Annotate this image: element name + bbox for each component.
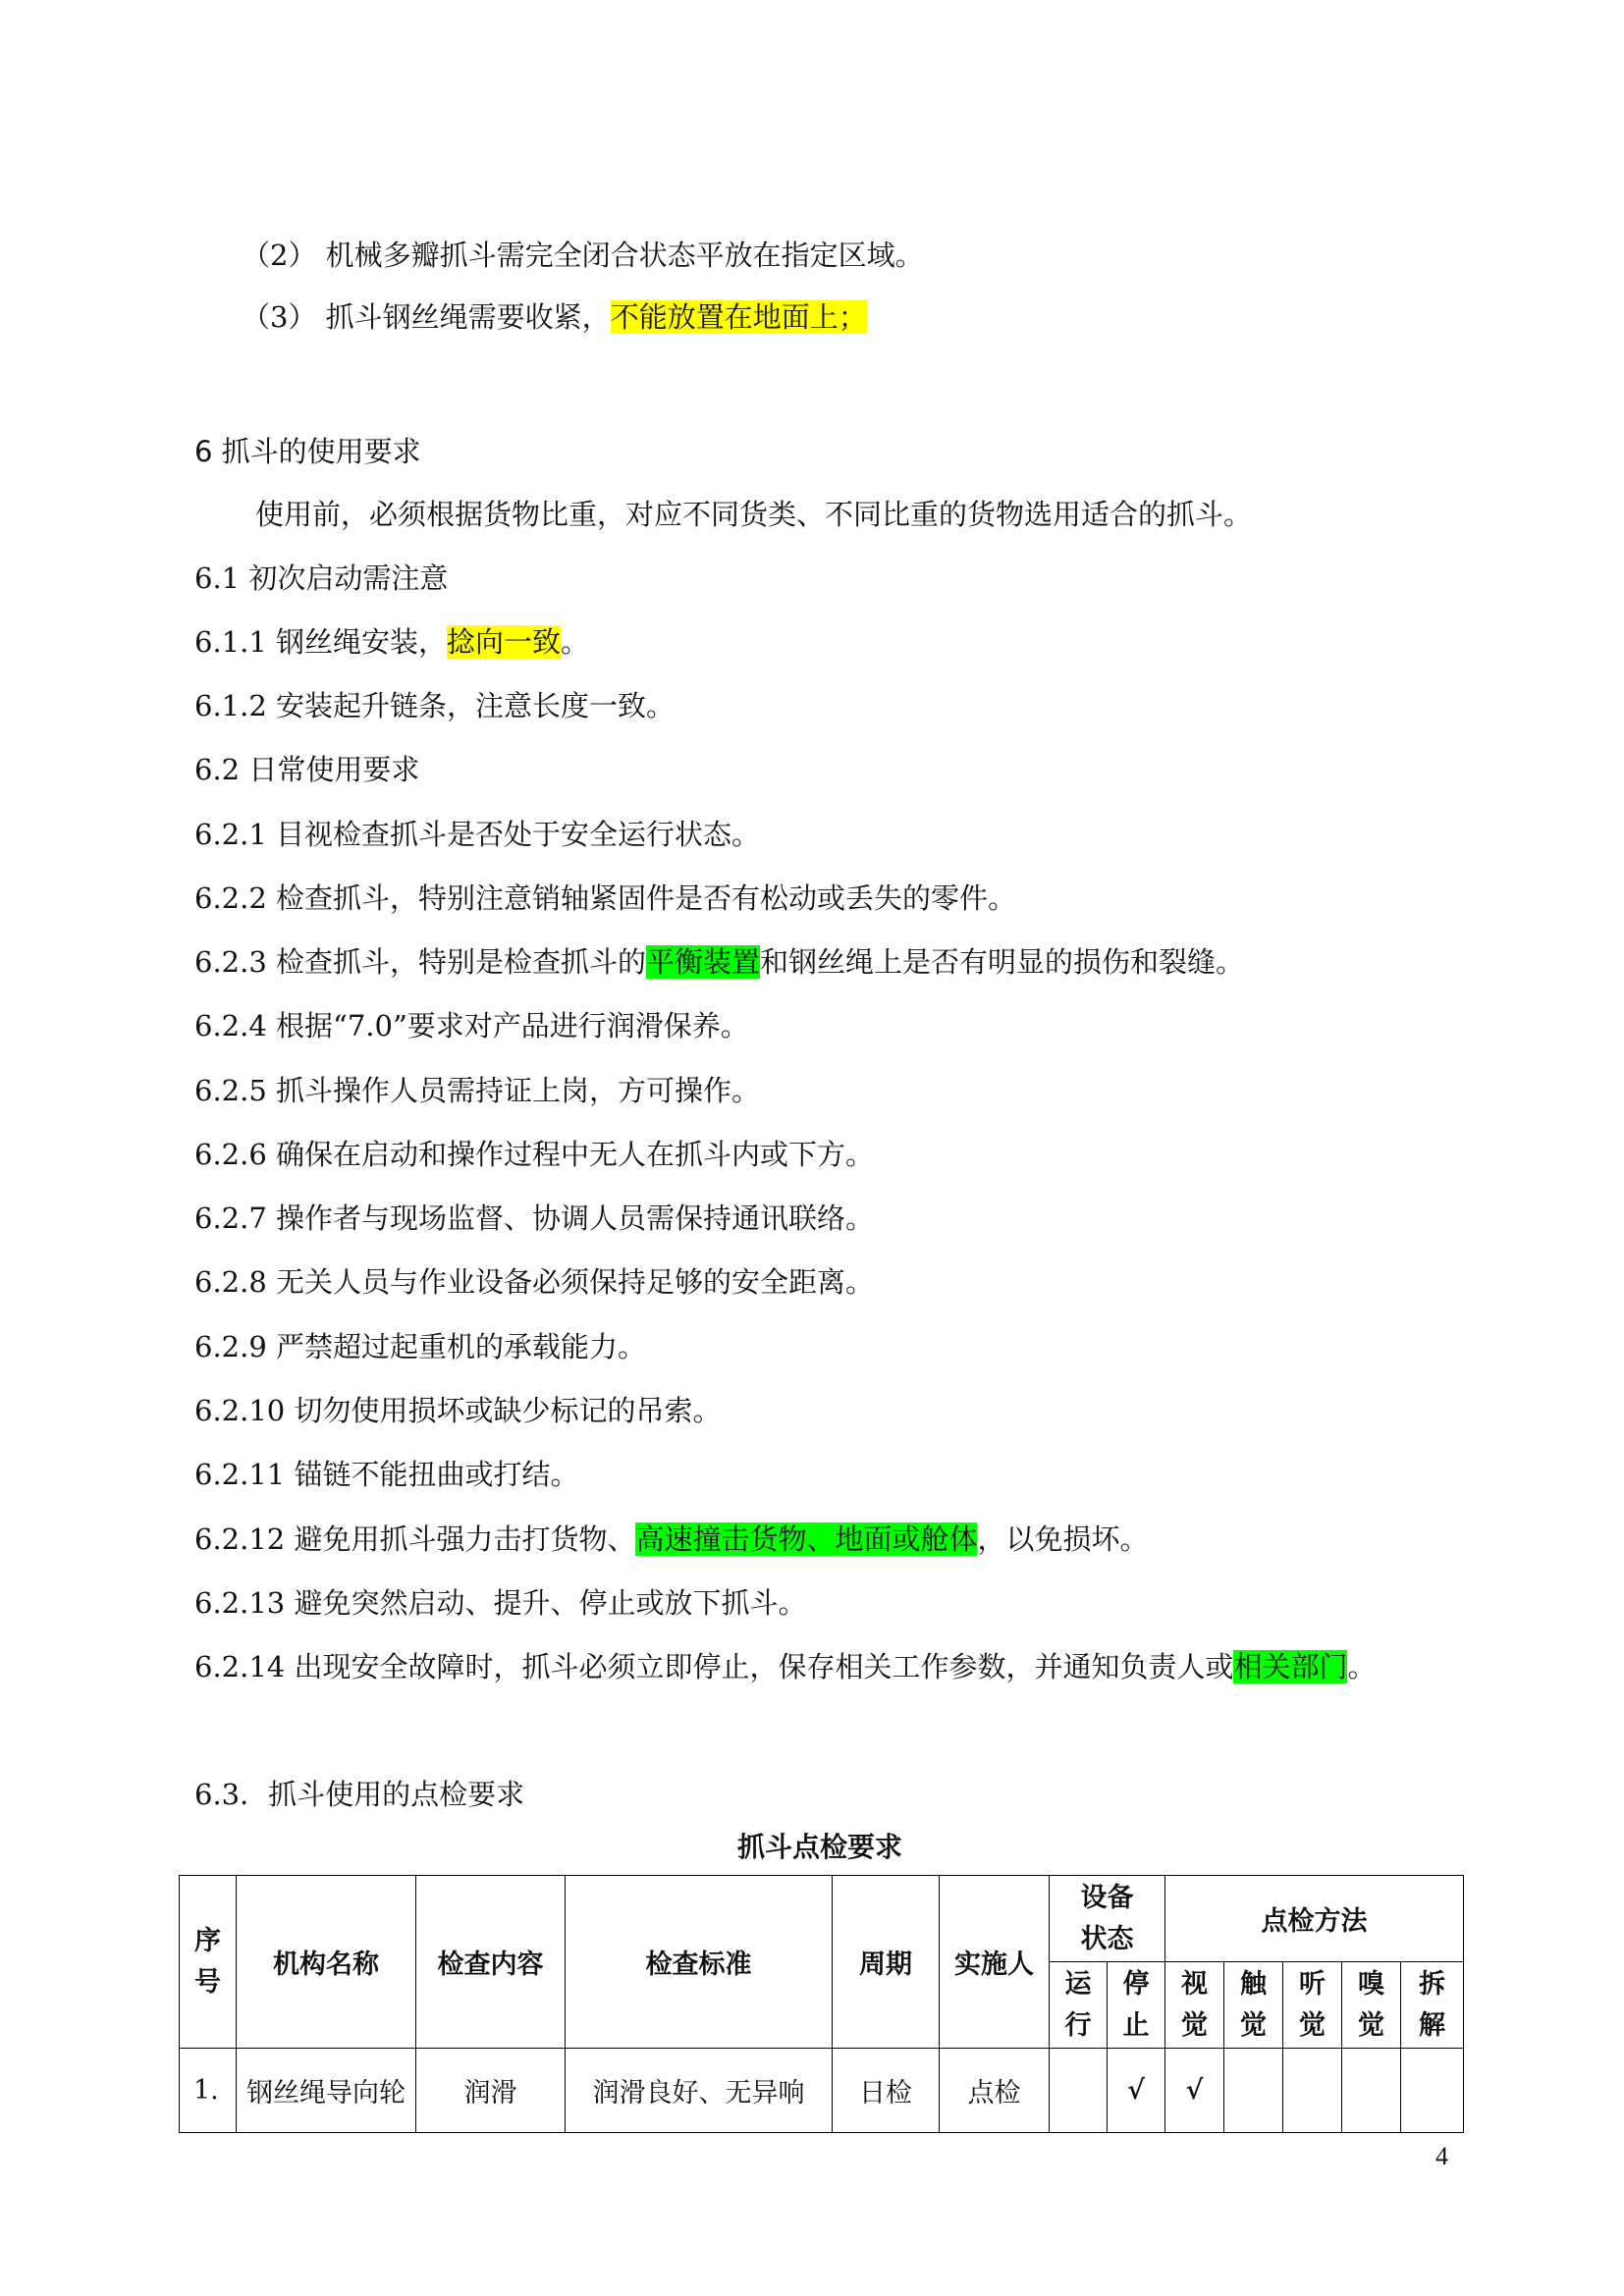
header-touch: 触 觉 bbox=[1224, 1962, 1283, 2049]
header-hearing: 听 觉 bbox=[1283, 1962, 1342, 2049]
page-number: 4 bbox=[1435, 2142, 1448, 2170]
cell-standard: 润滑良好、无异响 bbox=[566, 2049, 833, 2133]
para-6-2-2: 6.2.2 检查抓斗，特别注意销轴紧固件是否有松动或丢失的零件。 bbox=[194, 881, 1017, 915]
cell-running bbox=[1050, 2049, 1108, 2133]
header-name: 机构名称 bbox=[237, 1876, 416, 2049]
para-6-2-5: 6.2.5 抓斗操作人员需持证上岗，方可操作。 bbox=[194, 1074, 761, 1107]
cell-smell bbox=[1342, 2049, 1401, 2133]
para-6-2-6: 6.2.6 确保在启动和操作过程中无人在抓斗内或下方。 bbox=[194, 1138, 875, 1171]
cell-seq: 1. bbox=[180, 2049, 237, 2133]
section-6-intro: 使用前，必须根据货物比重，对应不同货类、不同比重的货物选用适合的抓斗。 bbox=[255, 498, 1253, 531]
para-6-2-10: 6.2.10 切勿使用损坏或缺少标记的吊索。 bbox=[194, 1394, 722, 1427]
para-6-2-11: 6.2.11 锚链不能扭曲或打结。 bbox=[194, 1458, 579, 1491]
cell-disassemble bbox=[1401, 2049, 1464, 2133]
para-6-2-14-pre: 6.2.14 出现安全故障时，抓斗必须立即停止，保存相关工作参数，并通知负责人或 bbox=[194, 1650, 1234, 1683]
table-row bbox=[180, 2049, 1464, 2133]
header-seq: 序 号 bbox=[180, 1876, 237, 2049]
header-content: 检查内容 bbox=[416, 1876, 566, 2049]
header-state: 设备 状态 bbox=[1050, 1876, 1165, 1962]
para-6-2-12-post: ，以免损坏。 bbox=[977, 1522, 1149, 1556]
header-period: 周期 bbox=[833, 1876, 940, 2049]
section-6-title: 6 抓斗的使用要求 bbox=[194, 435, 421, 468]
item-2-text: 机械多瓣抓斗需完全闭合状态平放在指定区域。 bbox=[325, 239, 924, 272]
para-6-2-7: 6.2.7 操作者与现场监督、协调人员需保持通讯联络。 bbox=[194, 1201, 875, 1235]
para-6-2-12-pre: 6.2.12 避免用抓斗强力击打货物、 bbox=[194, 1522, 636, 1556]
cell-visual: √ bbox=[1165, 2049, 1224, 2133]
header-stopped: 停 止 bbox=[1108, 1962, 1165, 2049]
item-3-highlight: 不能放置在地面上； bbox=[610, 300, 867, 334]
para-6-2-4: 6.2.4 根据“7.0”要求对产品进行润滑保养。 bbox=[194, 1009, 749, 1042]
section-6-1-title: 6.1 初次启动需注意 bbox=[194, 561, 449, 595]
item-3-num: （3） bbox=[242, 300, 317, 334]
header-executor: 实施人 bbox=[940, 1876, 1050, 2049]
cell-touch bbox=[1224, 2049, 1283, 2133]
para-6-1-1 bbox=[194, 622, 589, 662]
para-6-2-8: 6.2.8 无关人员与作业设备必须保持足够的安全距离。 bbox=[194, 1265, 875, 1299]
header-visual: 视 觉 bbox=[1165, 1962, 1224, 2049]
para-6-2-13: 6.2.13 避免突然启动、提升、停止或放下抓斗。 bbox=[194, 1586, 807, 1620]
item-2-num: （2） bbox=[242, 239, 317, 272]
table-title: 抓斗点检要求 bbox=[736, 1831, 902, 1863]
cell-period: 日检 bbox=[833, 2049, 940, 2133]
cell-stopped: √ bbox=[1108, 2049, 1165, 2133]
cell-executor: 点检 bbox=[940, 2049, 1050, 2133]
para-6-1-1-post: 。 bbox=[561, 625, 590, 659]
section-6-3-title: 6.3．抓斗使用的点检要求 bbox=[194, 1778, 525, 1811]
para-6-1-1-pre: 6.1.1 钢丝绳安装， bbox=[194, 625, 448, 659]
para-6-2-3-post: 和钢丝绳上是否有明显的损伤和裂缝。 bbox=[760, 945, 1245, 979]
item-3-text: 抓斗钢丝绳需要收紧， bbox=[325, 300, 611, 334]
para-6-2-1: 6.2.1 目视检查抓斗是否处于安全运行状态。 bbox=[194, 818, 761, 851]
cell-content: 润滑 bbox=[416, 2049, 566, 2133]
para-6-2-9: 6.2.9 严禁超过起重机的承载能力。 bbox=[194, 1330, 647, 1363]
header-method: 点检方法 bbox=[1165, 1876, 1464, 1962]
para-6-2-14 bbox=[194, 1647, 1377, 1686]
header-disassemble: 拆 解 bbox=[1401, 1962, 1464, 2049]
para-6-2-14-post: 。 bbox=[1347, 1650, 1377, 1683]
para-6-2-12-highlight: 高速撞击货物、地面或舱体 bbox=[635, 1522, 978, 1556]
cell-name: 钢丝绳导向轮 bbox=[237, 2049, 416, 2133]
item-2 bbox=[242, 236, 924, 275]
item-3 bbox=[242, 297, 867, 337]
header-standard: 检查标准 bbox=[566, 1876, 833, 2049]
cell-hearing bbox=[1283, 2049, 1342, 2133]
para-6-1-1-highlight: 捻向一致 bbox=[447, 625, 562, 659]
para-6-2-12 bbox=[194, 1520, 1149, 1559]
para-6-2-3 bbox=[194, 942, 1244, 982]
header-smell: 嗅 觉 bbox=[1342, 1962, 1401, 2049]
para-6-2-3-highlight: 平衡装置 bbox=[646, 945, 761, 979]
para-6-1-2: 6.1.2 安装起升链条，注意长度一致。 bbox=[194, 689, 676, 722]
inspection-table bbox=[179, 1875, 1464, 2133]
para-6-2-14-highlight: 相关部门 bbox=[1233, 1650, 1348, 1683]
section-6-2-title: 6.2 日常使用要求 bbox=[194, 753, 420, 786]
para-6-2-3-pre: 6.2.3 检查抓斗，特别是检查抓斗的 bbox=[194, 945, 647, 979]
header-running: 运 行 bbox=[1050, 1962, 1108, 2049]
